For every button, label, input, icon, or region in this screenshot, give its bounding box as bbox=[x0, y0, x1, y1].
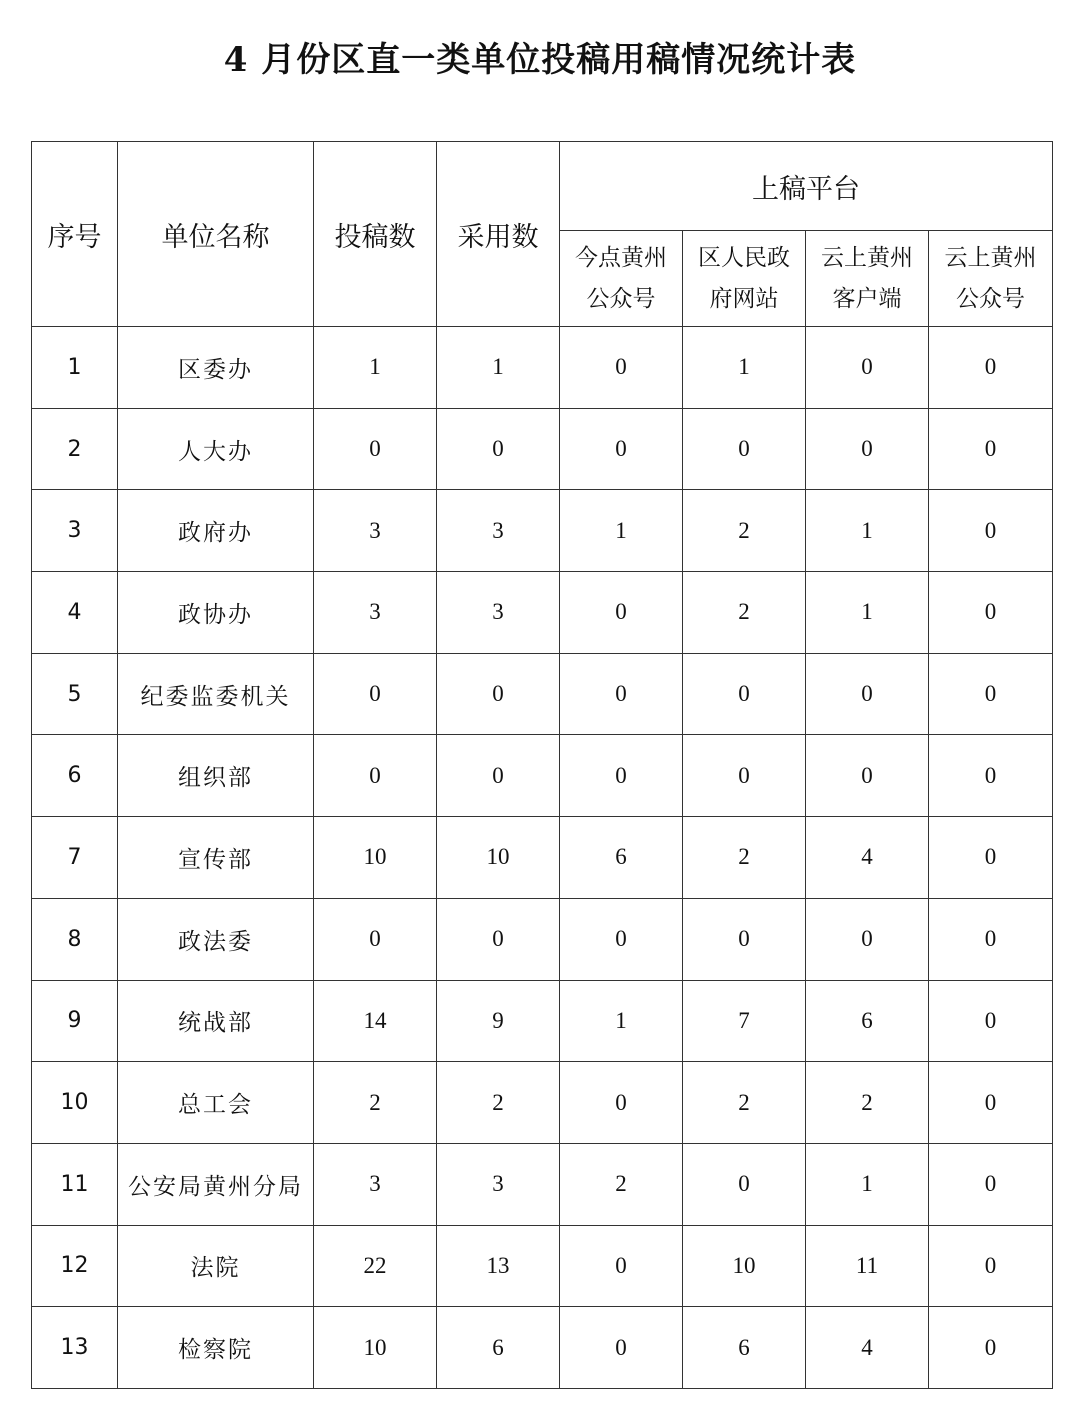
cell-submitted: 14 bbox=[314, 980, 437, 1062]
header-platform-line2: 公众号 bbox=[586, 285, 656, 312]
table-row bbox=[32, 1225, 1053, 1307]
cell-platform-gov-site: 2 bbox=[683, 817, 806, 899]
table-row bbox=[32, 653, 1053, 735]
cell-platform-yunshang-app: 1 bbox=[806, 490, 929, 572]
cell-unit-name: 总工会 bbox=[118, 1062, 314, 1144]
cell-platform-jindian: 0 bbox=[560, 735, 683, 817]
cell-platform-yunshang-app: 0 bbox=[806, 653, 929, 735]
cell-platform-yunshang-app: 0 bbox=[806, 898, 929, 980]
cell-unit-name: 政府办 bbox=[118, 490, 314, 572]
cell-platform-jindian: 1 bbox=[560, 490, 683, 572]
cell-platform-yunshang-account: 0 bbox=[929, 898, 1053, 980]
cell-submitted: 10 bbox=[314, 817, 437, 899]
cell-adopted: 3 bbox=[437, 490, 560, 572]
cell-adopted: 6 bbox=[437, 1307, 560, 1389]
cell-seq: 9 bbox=[32, 980, 118, 1062]
cell-platform-yunshang-app: 4 bbox=[806, 1307, 929, 1389]
statistics-table bbox=[31, 141, 1053, 1389]
header-platform-line1: 区人民政 bbox=[698, 244, 790, 271]
header-platform-gov-site bbox=[683, 231, 806, 327]
cell-submitted: 22 bbox=[314, 1225, 437, 1307]
cell-platform-gov-site: 2 bbox=[683, 1062, 806, 1144]
cell-unit-name: 区委办 bbox=[118, 327, 314, 409]
cell-platform-yunshang-app: 0 bbox=[806, 735, 929, 817]
header-submitted: 投稿数 bbox=[314, 142, 437, 327]
cell-adopted: 0 bbox=[437, 898, 560, 980]
cell-platform-jindian: 0 bbox=[560, 327, 683, 409]
cell-platform-yunshang-account: 0 bbox=[929, 1307, 1053, 1389]
table-row bbox=[32, 1143, 1053, 1225]
cell-platform-gov-site: 2 bbox=[683, 572, 806, 654]
cell-seq: 13 bbox=[32, 1307, 118, 1389]
cell-platform-yunshang-account: 0 bbox=[929, 408, 1053, 490]
cell-unit-name: 检察院 bbox=[118, 1307, 314, 1389]
header-platform-line2: 公众号 bbox=[956, 285, 1025, 312]
header-platform-jindian bbox=[560, 231, 683, 327]
cell-platform-yunshang-account: 0 bbox=[929, 653, 1053, 735]
table-row bbox=[32, 735, 1053, 817]
cell-platform-yunshang-account: 0 bbox=[929, 817, 1053, 899]
cell-platform-gov-site: 0 bbox=[683, 898, 806, 980]
table-row bbox=[32, 1062, 1053, 1144]
cell-submitted: 2 bbox=[314, 1062, 437, 1144]
cell-platform-yunshang-app: 1 bbox=[806, 1143, 929, 1225]
table-row bbox=[32, 327, 1053, 409]
cell-unit-name: 公安局黄州分局 bbox=[118, 1143, 314, 1225]
cell-platform-yunshang-account: 0 bbox=[929, 1062, 1053, 1144]
cell-submitted: 0 bbox=[314, 735, 437, 817]
cell-adopted: 10 bbox=[437, 817, 560, 899]
cell-seq: 8 bbox=[32, 898, 118, 980]
cell-platform-yunshang-account: 0 bbox=[929, 327, 1053, 409]
cell-platform-jindian: 0 bbox=[560, 1307, 683, 1389]
cell-submitted: 10 bbox=[314, 1307, 437, 1389]
cell-platform-yunshang-account: 0 bbox=[929, 1143, 1053, 1225]
cell-seq: 3 bbox=[32, 490, 118, 572]
cell-platform-gov-site: 2 bbox=[683, 490, 806, 572]
table-row bbox=[32, 980, 1053, 1062]
cell-unit-name: 宣传部 bbox=[118, 817, 314, 899]
header-adopted: 采用数 bbox=[437, 142, 560, 327]
cell-platform-jindian: 2 bbox=[560, 1143, 683, 1225]
header-platform-yunshang-account bbox=[929, 231, 1053, 327]
cell-adopted: 13 bbox=[437, 1225, 560, 1307]
cell-adopted: 3 bbox=[437, 572, 560, 654]
cell-submitted: 0 bbox=[314, 898, 437, 980]
cell-platform-gov-site: 10 bbox=[683, 1225, 806, 1307]
header-platform-line1: 云上黄州 bbox=[944, 244, 1037, 271]
cell-platform-jindian: 0 bbox=[560, 1062, 683, 1144]
table-row bbox=[32, 490, 1053, 572]
cell-seq: 10 bbox=[32, 1062, 118, 1144]
header-platform-line1: 今点黄州 bbox=[575, 244, 667, 271]
cell-platform-yunshang-account: 0 bbox=[929, 490, 1053, 572]
cell-seq: 12 bbox=[32, 1225, 118, 1307]
cell-unit-name: 人大办 bbox=[118, 408, 314, 490]
cell-platform-yunshang-account: 0 bbox=[929, 572, 1053, 654]
cell-submitted: 3 bbox=[314, 572, 437, 654]
cell-platform-yunshang-app: 6 bbox=[806, 980, 929, 1062]
table-row bbox=[32, 408, 1053, 490]
header-platform-line2: 客户端 bbox=[832, 285, 902, 312]
cell-seq: 1 bbox=[32, 327, 118, 409]
cell-platform-jindian: 0 bbox=[560, 1225, 683, 1307]
cell-platform-yunshang-app: 1 bbox=[806, 572, 929, 654]
cell-platform-gov-site: 6 bbox=[683, 1307, 806, 1389]
cell-submitted: 0 bbox=[314, 653, 437, 735]
cell-seq: 11 bbox=[32, 1143, 118, 1225]
cell-seq: 2 bbox=[32, 408, 118, 490]
cell-seq: 6 bbox=[32, 735, 118, 817]
cell-platform-yunshang-account: 0 bbox=[929, 1225, 1053, 1307]
cell-unit-name: 法院 bbox=[118, 1225, 314, 1307]
cell-platform-gov-site: 0 bbox=[683, 653, 806, 735]
cell-platform-yunshang-app: 0 bbox=[806, 408, 929, 490]
table-row bbox=[32, 898, 1053, 980]
header-platform-group: 上稿平台 bbox=[560, 142, 1053, 231]
cell-unit-name: 政协办 bbox=[118, 572, 314, 654]
header-unit-name: 单位名称 bbox=[118, 142, 314, 327]
page-title: 4 月份区直一类单位投稿用稿情况统计表 bbox=[223, 40, 857, 80]
cell-adopted: 1 bbox=[437, 327, 560, 409]
cell-submitted: 3 bbox=[314, 490, 437, 572]
cell-submitted: 3 bbox=[314, 1143, 437, 1225]
cell-unit-name: 组织部 bbox=[118, 735, 314, 817]
cell-platform-yunshang-app: 4 bbox=[806, 817, 929, 899]
header-seq: 序号 bbox=[32, 142, 118, 327]
cell-platform-jindian: 0 bbox=[560, 898, 683, 980]
cell-submitted: 1 bbox=[314, 327, 437, 409]
cell-unit-name: 政法委 bbox=[118, 898, 314, 980]
cell-platform-gov-site: 0 bbox=[683, 408, 806, 490]
cell-platform-jindian: 6 bbox=[560, 817, 683, 899]
cell-adopted: 0 bbox=[437, 735, 560, 817]
header-platform-line2: 府网站 bbox=[709, 285, 779, 312]
cell-adopted: 0 bbox=[437, 653, 560, 735]
header-row bbox=[32, 142, 1053, 231]
cell-platform-yunshang-app: 2 bbox=[806, 1062, 929, 1144]
cell-platform-yunshang-account: 0 bbox=[929, 980, 1053, 1062]
cell-seq: 7 bbox=[32, 817, 118, 899]
table-row bbox=[32, 1307, 1053, 1389]
cell-platform-gov-site: 1 bbox=[683, 327, 806, 409]
cell-platform-jindian: 0 bbox=[560, 408, 683, 490]
table-row bbox=[32, 572, 1053, 654]
cell-platform-yunshang-app: 0 bbox=[806, 327, 929, 409]
cell-unit-name: 纪委监委机关 bbox=[118, 653, 314, 735]
cell-adopted: 9 bbox=[437, 980, 560, 1062]
header-platform-line1: 云上黄州 bbox=[821, 244, 913, 271]
cell-seq: 5 bbox=[32, 653, 118, 735]
cell-submitted: 0 bbox=[314, 408, 437, 490]
cell-platform-yunshang-app: 11 bbox=[806, 1225, 929, 1307]
cell-platform-jindian: 0 bbox=[560, 572, 683, 654]
cell-platform-jindian: 0 bbox=[560, 653, 683, 735]
cell-adopted: 2 bbox=[437, 1062, 560, 1144]
cell-adopted: 3 bbox=[437, 1143, 560, 1225]
table-row bbox=[32, 817, 1053, 899]
cell-platform-gov-site: 0 bbox=[683, 735, 806, 817]
cell-adopted: 0 bbox=[437, 408, 560, 490]
table-body bbox=[32, 327, 1053, 1389]
cell-platform-gov-site: 7 bbox=[683, 980, 806, 1062]
cell-platform-yunshang-account: 0 bbox=[929, 735, 1053, 817]
cell-platform-gov-site: 0 bbox=[683, 1143, 806, 1225]
cell-platform-jindian: 1 bbox=[560, 980, 683, 1062]
cell-seq: 4 bbox=[32, 572, 118, 654]
cell-unit-name: 统战部 bbox=[118, 980, 314, 1062]
header-platform-yunshang-app bbox=[806, 231, 929, 327]
